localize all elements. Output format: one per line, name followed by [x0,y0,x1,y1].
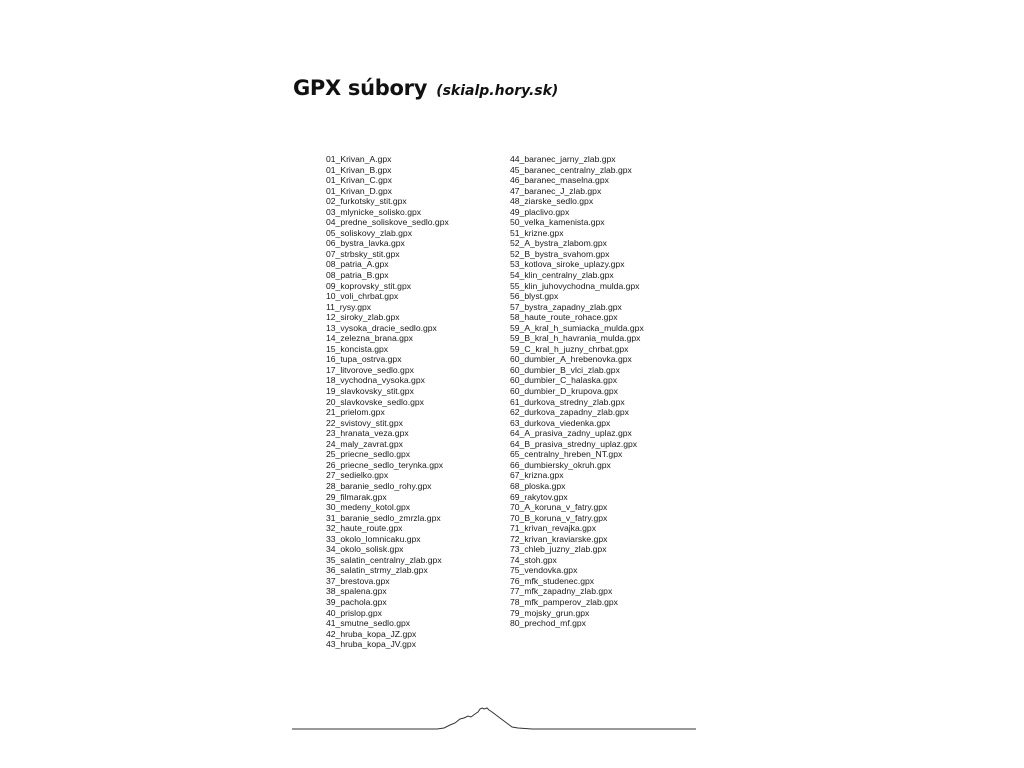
file-list-item: 31_baranie_sedlo_zmrzla.gpx [326,512,441,523]
file-list-item: 64_B_prasiva_stredny_uplaz.gpx [510,438,638,449]
file-list-item: 13_vysoka_dracie_sedlo.gpx [326,322,437,333]
file-list-item: 74_stoh.gpx [510,554,557,565]
file-list-item: 49_placlivo.gpx [510,206,570,217]
file-list-item: 01_Krivan_A.gpx [326,154,392,164]
file-list-item: 10_voli_chrbat.gpx [326,291,399,302]
file-list-item: 24_maly_zavrat.gpx [326,438,403,449]
file-list-item: 16_tupa_ostrva.gpx [326,354,402,365]
file-list-item: 61_durkova_stredny_zlab.gpx [510,396,625,407]
file-list-item: 01_Krivan_B.gpx [326,164,392,175]
file-list-item: 60_dumbier_D_krupova.gpx [510,386,618,397]
file-list-item: 50_velka_kamenista.gpx [510,217,605,228]
file-list-item: 72_krivan_kraviarske.gpx [510,533,608,544]
file-list-item: 41_smutne_sedlo.gpx [326,618,411,629]
file-list-item: 66_dumbiersky_okruh.gpx [510,459,611,470]
title-main: GPX súbory [293,76,428,100]
file-list-item: 56_blyst.gpx [510,291,559,302]
file-list-item: 06_bystra_lavka.gpx [326,238,405,249]
file-list-item: 04_predne_soliskove_sedlo.gpx [326,217,449,228]
file-list-item: 37_brestova.gpx [326,575,390,586]
file-list-item: 47_baranec_J_zlab.gpx [510,185,602,196]
file-list-item: 55_klin_juhovychodna_mulda.gpx [510,280,640,291]
file-list-item: 09_koprovsky_stit.gpx [326,280,412,291]
file-list-item: 17_litvorove_sedlo.gpx [326,364,414,375]
file-list-item: 36_salatin_strmy_zlab.gpx [326,565,428,576]
file-list-left [326,154,449,650]
file-list-item: 01_Krivan_D.gpx [326,185,392,196]
file-list-item: 01_Krivan_C.gpx [326,175,392,186]
file-list-item: 45_baranec_centralny_zlab.gpx [510,164,632,175]
file-list-item: 08_patria_A.gpx [326,259,389,270]
file-list-item: 25_priecne_sedlo.gpx [326,449,411,460]
file-list-item: 14_zelezna_brana.gpx [326,333,413,344]
file-list-item: 54_klin_centralny_zlab.gpx [510,270,614,281]
file-list-item: 51_krizne.gpx [510,227,564,238]
file-list-item: 42_hruba_kopa_JZ.gpx [326,628,417,639]
file-list-item: 28_baranie_sedlo_rohy.gpx [326,480,432,491]
file-list-item: 22_svistovy_stit.gpx [326,417,403,428]
file-list-item: 29_filmarak.gpx [326,491,387,502]
file-list-item: 38_spalena.gpx [326,586,387,597]
file-list-item: 76_mfk_studenec.gpx [510,575,595,586]
file-list-item: 43_hruba_kopa_JV.gpx [326,639,416,650]
file-list-item: 07_strbsky_stit.gpx [326,248,400,259]
file-list-item: 11_rysy.gpx [326,301,372,312]
file-list-item: 64_A_prasiva_zadny_uplaz.gpx [510,428,632,439]
file-list-item: 59_A_kral_h_sumiacka_mulda.gpx [510,322,644,333]
file-list-item: 02_furkotsky_stit.gpx [326,196,407,207]
file-list-item: 79_mojsky_grun.gpx [510,607,590,618]
file-list-item: 15_koncista.gpx [326,343,389,354]
file-list-item: 77_mfk_zapadny_zlab.gpx [510,586,613,597]
file-list-item: 68_ploska.gpx [510,480,566,491]
file-list-item: 19_slavkovsky_stit.gpx [326,386,414,397]
file-list-item: 23_hranata_veza.gpx [326,428,409,439]
file-list-item: 60_dumbier_B_vlci_zlab.gpx [510,364,620,375]
file-list-item: 67_krizna.gpx [510,470,564,481]
file-list-item: 05_soliskovy_zlab.gpx [326,227,412,238]
file-list-item: 53_kotlova_siroke_uplazy.gpx [510,259,625,270]
file-list-item: 73_chleb_juzny_zlab.gpx [510,544,607,555]
file-list-item: 80_prechod_mf.gpx [510,618,586,629]
file-list-item: 20_slavkovske_sedlo.gpx [326,396,424,407]
file-list-item: 52_A_bystra_zlabom.gpx [510,238,607,249]
title-source: (skialp.hory.sk) [436,83,559,99]
file-list-item: 69_rakytov.gpx [510,491,568,502]
file-list-item: 62_durkova_zapadny_zlab.gpx [510,407,629,418]
file-list-item: 18_vychodna_vysoka.gpx [326,375,425,386]
file-list-item: 78_mfk_pamperov_zlab.gpx [510,596,618,607]
file-list-item: 58_haute_route_rohace.gpx [510,312,618,323]
file-list-item: 32_haute_route.gpx [326,523,403,534]
file-list-item: 21_prielom.gpx [326,407,385,418]
file-list-item: 30_medeny_kotol.gpx [326,502,411,513]
file-list-item: 59_B_kral_h_havrania_mulda.gpx [510,333,641,344]
file-list-item: 08_patria_B.gpx [326,270,389,281]
file-list-item: 70_A_koruna_v_fatry.gpx [510,502,608,513]
file-list-item: 27_sedielko.gpx [326,470,389,481]
file-list-item: 57_bystra_zapadny_zlab.gpx [510,301,622,312]
file-list-item: 70_B_koruna_v_fatry.gpx [510,512,608,523]
file-list-right [510,154,644,629]
file-list-item: 12_siroky_zlab.gpx [326,312,400,323]
file-list-item: 75_vendovka.gpx [510,565,578,576]
file-list-item: 71_krivan_revajka.gpx [510,523,596,534]
page-title [293,78,558,99]
file-list-item: 44_baranec_jarny_zlab.gpx [510,154,616,164]
file-list-item: 35_salatin_centralny_zlab.gpx [326,554,442,565]
file-list-item: 63_durkova_viedenka.gpx [510,417,611,428]
file-list-item: 34_okolo_solisk.gpx [326,544,404,555]
file-list-item: 26_priecne_sedlo_terynka.gpx [326,459,444,470]
file-list-item: 65_centralny_hreben_NT.gpx [510,449,623,460]
file-list-item: 48_ziarske_sedlo.gpx [510,196,594,207]
file-list-item: 46_baranec_maselna.gpx [510,175,609,186]
file-list-item: 03_mlynicke_solisko.gpx [326,206,422,217]
file-list-item: 60_dumbier_A_hrebenovka.gpx [510,354,632,365]
file-list-item: 59_C_kral_h_juzny_chrbat.gpx [510,343,629,354]
file-list-item: 40_prislop.gpx [326,607,382,618]
mountain-silhouette-line [292,700,696,734]
file-list-item: 39_pachola.gpx [326,596,387,607]
file-list-item: 60_dumbier_C_halaska.gpx [510,375,618,386]
file-list-item: 52_B_bystra_svahom.gpx [510,248,610,259]
file-list-item: 33_okolo_lomnicaku.gpx [326,533,421,544]
